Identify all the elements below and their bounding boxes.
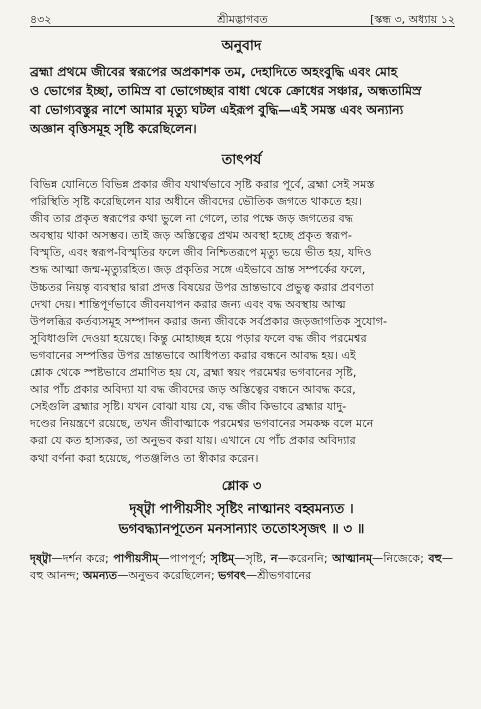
purport-line: উচ্চতর নিয়ন্তৃ ব্যবস্থার দ্বারা প্রদত্ত বিষয়ের উপর ভ্রান্তভাবে প্রভুত্ব করার প্রবণতা: [30, 280, 374, 294]
synonym-word: অমন্যত: [82, 568, 118, 582]
synonym-word: সৃষ্টিম্: [210, 551, 235, 565]
translation-text: [30, 62, 453, 138]
purport-line: পরিস্থিতি সৃষ্টি করেছিলেন যার অধীনে জীবদের ভৌতিক জগতে থাকতে হয়।: [30, 195, 362, 209]
synonym-dash: —: [277, 551, 289, 565]
synonym-dash: —: [117, 568, 129, 582]
purport-line: দেখা দেয়। শান্তিপূর্ণভাবে জীবনযাপন করার জন্য এবং বদ্ধ অবস্থায় আত্ম: [30, 297, 346, 311]
synonym-dash: —: [234, 551, 246, 565]
translation-line: বা ভোগ্যবস্তুর নাশে আমার মৃত্যু ঘটল এইরূপ বুদ্ধি—এই সমস্ত এবং অন্যান্য: [30, 102, 404, 117]
synonym-meaning: বহু আনন্দ;: [30, 568, 83, 582]
translation-heading: অনুবাদ: [221, 38, 262, 54]
synonym-meaning: সৃষ্টি,: [245, 551, 271, 565]
translation-line: ও ভোগের ইচ্ছা, তামিস্র বা ভোগেচ্ছার বাধা থেকে ক্রোধের সঞ্চার, অন্ধতামিস্র: [30, 83, 422, 98]
synonym-dash: —: [441, 551, 453, 565]
purport-heading: তাৎপর্য: [221, 152, 262, 168]
synonym-meaning: নিজেকে;: [383, 551, 429, 565]
synonym-word: পাপীয়সীম্: [113, 551, 159, 565]
synonym-word: ভগবৎ: [218, 568, 247, 582]
purport-line: বিস্মৃতি, এবং স্বরূপ-বিস্মৃতির ফলে জীব নিশ্চিতরূপে মৃত্যু ভয়ে ভীত হয়, যদিও: [30, 246, 372, 260]
synonym-meaning: অনুভব করেছিলেন;: [128, 568, 219, 582]
synonym-meaning: করেননি;: [288, 551, 333, 565]
purport-line: অবস্থায় থাকা অসম্ভব। তাই জড় অস্তিত্বের প্রথম অবস্থা হচ্ছে প্রকৃত স্বরূপ-: [30, 229, 352, 243]
verse-title: শ্লোক ৩: [221, 478, 262, 494]
purport-line: জীব তার প্রকৃত স্বরূপের কথা ভুলে না গেলে, তার পক্ষে জড় জগতের বদ্ধ: [30, 212, 354, 226]
synonym-word: দৃষ্ট্বা: [30, 551, 52, 565]
synonym-dash: —: [51, 551, 63, 565]
page-header: [30, 8, 455, 28]
synonym-dash: —: [372, 551, 384, 565]
purport-line: শুদ্ধ আত্মা জন্ম-মৃত্যুরহিত। জড় প্রকৃতির সঙ্গে এইভাবে ভ্রান্ত সম্পর্কের ফলে,: [30, 263, 366, 277]
word-synonyms: [30, 550, 453, 584]
purport-line: ভগবানের সম্পত্তির উপর ভ্রান্তভাবে আধিপত্য করার বন্ধনে আবদ্ধ হয়। এই: [30, 348, 356, 362]
verse-text: [30, 500, 453, 540]
purport-text: [30, 176, 453, 467]
header-divider: [30, 26, 455, 27]
synonym-meaning: পাপপূর্ণ;: [169, 551, 211, 565]
page-body: [30, 34, 453, 584]
purport-line: শ্লোক থেকে স্পষ্টভাবে প্রমাণিত হয় যে, ব্রহ্মা স্বয়ং পরমেশ্বর ভগবানের সৃষ্টি,: [30, 366, 357, 380]
synonym-dash: —: [158, 551, 170, 565]
translation-line: ব্রহ্মা প্রথমে জীবের স্বরূপের অপ্রকাশক তম, দেহাদিতে অহংবুদ্ধি এবং মোহ: [30, 64, 398, 79]
purport-line: দণ্ডের নিয়ন্ত্রণে রয়েছে, তখন জীবাত্মাকে পরমেশ্বর ভগবানের সমকক্ষ বলে মনে: [30, 417, 374, 431]
purport-line: আর পাঁচ প্রকার অবিদ্যা যা বদ্ধ জীবদের জড় অস্তিত্বের বন্ধনে আবদ্ধ করে,: [30, 383, 356, 397]
purport-line: বিভিন্ন যোনিতে বিভিন্ন প্রকার জীব যথার্থভাবে সৃষ্টি করার পূর্বে, ব্রহ্মা সেই সমস্ত: [30, 178, 375, 191]
verse-line: ভগবদ্ধ্যানপূতেন মনসান্যাং ততোঽসৃজৎ ॥ ৩ ॥: [118, 521, 365, 537]
synonym-word: বহু: [428, 551, 442, 565]
synonym-word: ন: [270, 551, 278, 565]
verse-line: দৃষ্ট্বা পাপীয়সীং সৃষ্টিং নাত্মানং বহ্বমন্যত ।: [129, 501, 354, 517]
book-title: শ্রীমদ্ভাগবত: [217, 13, 268, 26]
synonym-meaning: শ্রীভগবানের: [257, 568, 312, 582]
synonym-meaning: দর্শন করে;: [62, 551, 114, 565]
purport-line: কথা বর্ণনা করা হয়েছে, পতঞ্জলিও তা স্বীকার করেন।: [30, 451, 259, 465]
synonym-word: আত্মানম্: [332, 551, 373, 565]
purport-line: উপলব্ধির কর্তব্যসমূহ সম্পাদন করার জন্য জীবকে সর্বপ্রকার জড়জাগতিক সুযোগ-: [30, 314, 388, 328]
translation-line: অজ্ঞান বৃত্তিসমূহ সৃষ্টি করেছিলেন।: [30, 121, 197, 136]
purport-line: সেইগুলি ব্রহ্মার সৃষ্টি। যখন বোঝা যায় যে, বদ্ধ জীব কিভাবে ব্রহ্মার যাদু-: [30, 400, 347, 414]
purport-line: করা যে কত হাস্যকর, তা অনুভব করা যায়। এখানে যে পাঁচ প্রকার অবিদ্যার: [30, 434, 356, 448]
section-reference: [স্কন্ধ ৩, অধ্যায় ১২: [370, 13, 455, 26]
purport-line: সুবিধাগুলি দেওয়া হয়েছে। কিন্তু মোহাচ্ছন্ন হয়ে পড়ার ফলে বদ্ধ জীব পরমেশ্বর: [30, 331, 367, 345]
page-number: ৪৩২: [30, 13, 52, 26]
synonym-dash: —: [246, 568, 258, 582]
